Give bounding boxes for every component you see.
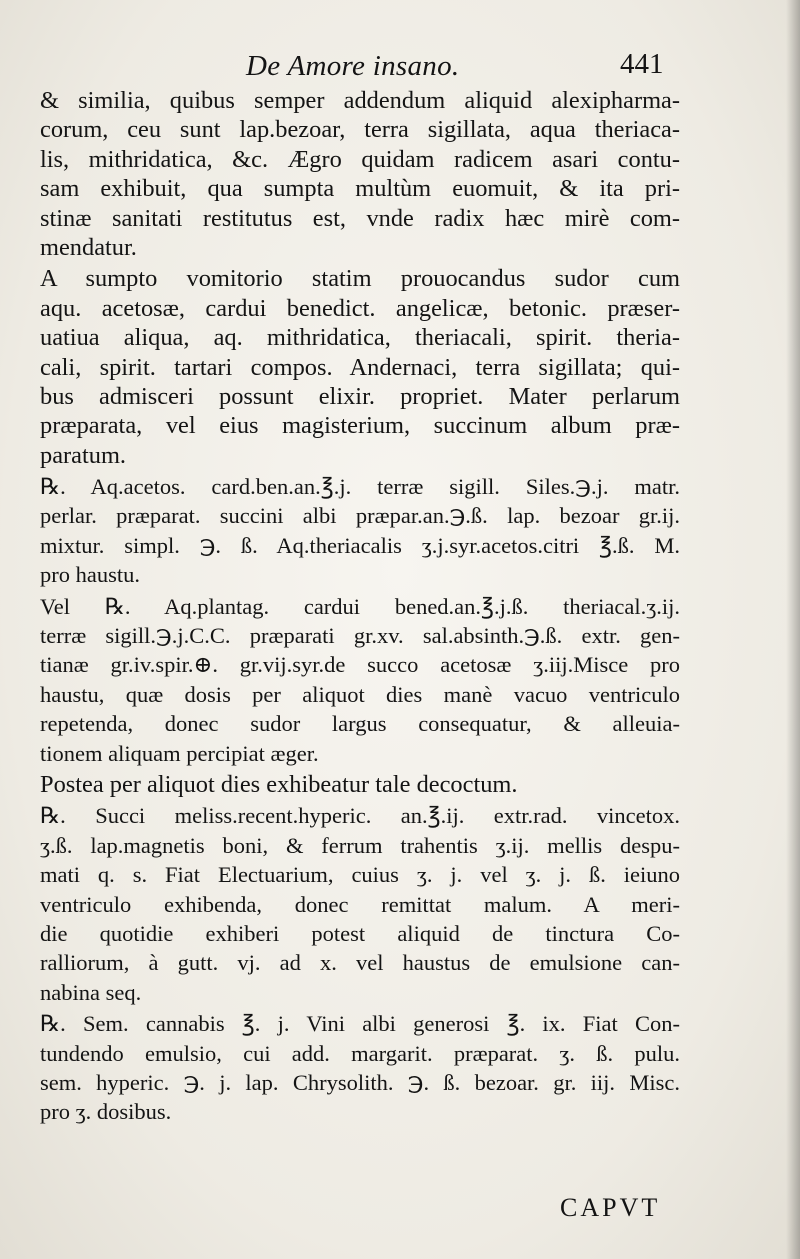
text-line: ℞. Sem. cannabis ℥. j. Vini albi generosi ℥. ix. Fiat Con- <box>40 1011 680 1037</box>
text-line: mati q. s. Fiat Electuarium, cuius ʒ. j. vel ʒ. j. ß. ieiuno <box>40 862 680 888</box>
recipe-paragraph <box>40 1009 680 1127</box>
text-paragraph <box>40 264 680 470</box>
text-line: pro ʒ. dosibus. <box>40 1099 172 1125</box>
text-line: pro haustu. <box>40 562 140 588</box>
text-line: ventriculo exhibenda, donec remittat malum. A meri- <box>40 891 680 917</box>
text-line: cali, spirit. tartari compos. Andernaci, terra sigillata; qui- <box>40 353 680 381</box>
running-title: De Amore insano. <box>246 50 460 82</box>
text-line: haustu, quæ dosis per aliquot dies manè vacuo ventriculo <box>40 681 680 707</box>
recipe-paragraph <box>40 801 680 1007</box>
text-line: A sumpto vomitorio statim prouocandus sudor cum <box>40 265 680 293</box>
text-paragraph <box>40 86 680 262</box>
text-line: sam exhibuit, qua sumpta multùm euomuit, & ita pri- <box>40 175 680 203</box>
text-line: sem. hyperic. ℈. j. lap. Chrysolith. ℈. ß. bezoar. gr. iij. Misc. <box>40 1069 680 1095</box>
text-line: aqu. acetosæ, cardui benedict. angelicæ, betonic. præser- <box>40 294 680 322</box>
text-line: perlar. præparat. succini albi præpar.an.℈.ß. lap. bezoar gr.ij. <box>40 503 680 529</box>
text-line: tionem aliquam percipiat æger. <box>40 740 319 766</box>
text-line: ℞. Aq.acetos. card.ben.an.℥.j. terræ sigill. Siles.℈.j. matr. <box>40 474 680 500</box>
text-line: paratum. <box>40 441 127 469</box>
text-line: ʒ.ß. lap.magnetis boni, & ferrum trahentis ʒ.ij. mellis despu- <box>40 832 680 858</box>
recipe-paragraph <box>40 472 680 590</box>
recipe-paragraph <box>40 592 680 768</box>
text-line: mixtur. simpl. ℈. ß. Aq.theriacalis ʒ.j.syr.acetos.citri ℥.ß. M. <box>40 532 680 558</box>
page-edge-shadow <box>786 0 800 1259</box>
text-paragraph <box>40 770 680 799</box>
text-line: mendatur. <box>40 233 137 261</box>
text-line: terræ sigill.℈.j.C.C. præparati gr.xv. sal.absinth.℈.ß. extr. gen- <box>40 623 680 649</box>
text-line: corum, ceu sunt lap.bezoar, terra sigillata, aqua theriaca- <box>40 116 680 144</box>
page-header <box>0 42 800 82</box>
text-line: die quotidie exhiberi potest aliquid de tinctura Co- <box>40 920 680 946</box>
text-line: bus admisceri possunt elixir. propriet. Mater perlarum <box>40 382 680 410</box>
text-line: lis, mithridatica, &c. Ægro quidam radicem asari contu- <box>40 145 680 173</box>
text-line: uatiua aliqua, aq. mithridatica, theriacali, spirit. theria- <box>40 324 680 352</box>
page-number: 441 <box>620 48 664 80</box>
text-line: Postea per aliquot dies exhibeatur tale decoctum. <box>40 770 518 798</box>
text-line: ralliorum, à gutt. vj. ad x. vel haustus de emulsione can- <box>40 950 680 976</box>
text-line: tianæ gr.iv.spir.⊕. gr.vij.syr.de succo acetosæ ʒ.iij.Misce pro <box>40 652 680 678</box>
text-line: nabina seq. <box>40 979 142 1005</box>
text-line: præparata, vel eius magisterium, succinum album præ- <box>40 412 680 440</box>
catchword: CAPVT <box>560 1193 661 1222</box>
body-text <box>40 86 680 1129</box>
text-line: ℞. Succi meliss.recent.hyperic. an.℥.ij. extr.rad. vincetox. <box>40 803 680 829</box>
text-line: tundendo emulsio, cui add. margarit. præparat. ʒ. ß. pulu. <box>40 1040 680 1066</box>
text-line: stinæ sanitati restitutus est, vnde radix hæc mirè com- <box>40 204 680 232</box>
text-line: & similia, quibus semper addendum aliquid alexipharma- <box>40 87 680 114</box>
text-line: repetenda, donec sudor largus consequatur, & alleuia- <box>40 711 680 737</box>
text-line: Vel ℞. Aq.plantag. cardui bened.an.℥.j.ß. theriacal.ʒ.ij. <box>40 593 680 619</box>
